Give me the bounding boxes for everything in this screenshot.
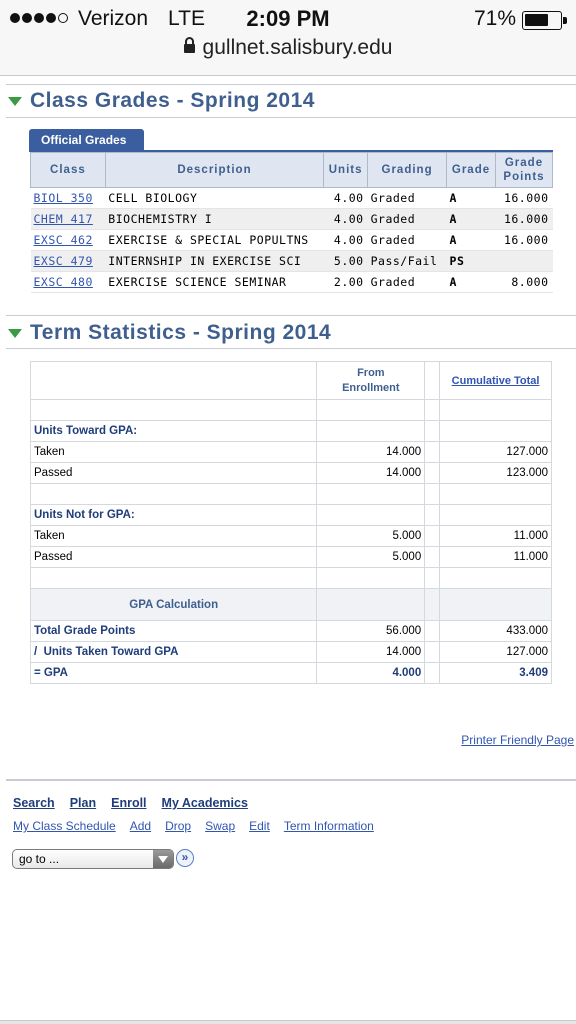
table-row: [31, 442, 552, 463]
class-grading: Graded: [368, 272, 447, 293]
table-row: [31, 230, 553, 251]
class-grade-points: 16.000: [495, 188, 552, 209]
passed-label: Passed: [31, 547, 317, 568]
term-statistics-header[interactable]: [8, 318, 331, 348]
table-row: [31, 642, 552, 663]
class-grade-points: 16.000: [495, 209, 552, 230]
units-toward-gpa-label: Units Toward GPA:: [31, 421, 317, 442]
value: 14.000: [317, 442, 425, 463]
chevron-down-icon[interactable]: [153, 850, 173, 868]
class-grade: A: [447, 209, 496, 230]
class-grading: Graded: [368, 188, 447, 209]
battery-icon: [522, 11, 562, 30]
class-grade: A: [447, 188, 496, 209]
taken-label: Taken: [31, 442, 317, 463]
nav-drop[interactable]: Drop: [165, 819, 192, 833]
table-row: [31, 526, 552, 547]
network-type: LTE: [168, 7, 205, 30]
table-row: [31, 463, 552, 484]
table-row: [31, 209, 553, 230]
class-grade: A: [447, 230, 496, 251]
value: 5.000: [317, 547, 425, 568]
value: 5.000: [317, 526, 425, 547]
col-header-class: Class: [31, 153, 106, 188]
value: 56.000: [317, 621, 425, 642]
value: 14.000: [317, 642, 425, 663]
class-units: 4.00: [324, 209, 368, 230]
passed-label: Passed: [31, 463, 317, 484]
class-link[interactable]: CHEM 417: [33, 212, 93, 226]
cumulative-total-link[interactable]: Cumulative Total: [451, 374, 540, 387]
battery-percent: 71%: [473, 7, 516, 30]
col-header-grade: Grade: [447, 153, 496, 188]
nav-enroll[interactable]: Enroll: [111, 796, 147, 810]
class-link[interactable]: BIOL 350: [33, 191, 93, 205]
taken-label: Taken: [31, 526, 317, 547]
goto-select[interactable]: [12, 849, 174, 869]
class-grades-header[interactable]: [8, 86, 315, 116]
col-header-units: Units: [324, 153, 368, 188]
class-grade-points: 8.000: [495, 272, 552, 293]
value: 127.000: [440, 442, 552, 463]
table-row: [31, 188, 553, 209]
nav-term-information[interactable]: Term Information: [283, 819, 374, 833]
class-units: 5.00: [324, 251, 368, 272]
class-grade: A: [447, 272, 496, 293]
table-row: [31, 251, 553, 272]
units-not-for-gpa-label: Units Not for GPA:: [31, 505, 317, 526]
collapse-triangle-icon[interactable]: [8, 97, 22, 106]
section-title: Term Statistics - Spring 2014: [30, 321, 332, 344]
tab-official-grades[interactable]: Official Grades: [29, 129, 144, 151]
table-row: [31, 663, 552, 684]
value: 433.000: [440, 621, 552, 642]
divider: [6, 117, 576, 118]
gpa-cumulative-value: 3.409: [440, 663, 552, 684]
class-link[interactable]: EXSC 480: [33, 275, 93, 289]
nav-swap[interactable]: Swap: [205, 819, 236, 833]
class-grading: Graded: [368, 209, 447, 230]
table-row: [31, 272, 553, 293]
col-header-description: Description: [105, 153, 323, 188]
col-header-grading: Grading: [368, 153, 447, 188]
class-description: BIOCHEMISTRY I: [105, 209, 323, 230]
total-grade-points-label: Total Grade Points: [31, 621, 317, 642]
class-link[interactable]: EXSC 462: [33, 233, 93, 247]
grades-table: [30, 152, 553, 293]
class-description: CELL BIOLOGY: [105, 188, 323, 209]
gpa-calculation-label: GPA Calculation: [31, 589, 317, 621]
secondary-nav: [13, 819, 374, 833]
value: 123.000: [440, 463, 552, 484]
col-header-grade-points-line1: Grade: [504, 157, 544, 169]
lock-icon: [184, 44, 195, 53]
class-description: EXERCISE SCIENCE SEMINAR: [105, 272, 323, 293]
address-bar[interactable]: [0, 36, 576, 64]
class-description: INTERNSHIP IN EXERCISE SCI: [105, 251, 323, 272]
nav-plan[interactable]: Plan: [69, 796, 97, 810]
gpa-term-value: 4.000: [317, 663, 425, 684]
nav-search[interactable]: Search: [13, 796, 55, 810]
nav-add[interactable]: Add: [129, 819, 152, 833]
class-grade-points: [495, 251, 552, 272]
section-title: Class Grades - Spring 2014: [30, 89, 315, 112]
col-header-from-line1: From: [357, 366, 385, 379]
table-row: [31, 547, 552, 568]
double-chevron-right-icon: »: [181, 850, 189, 864]
url-text: gullnet.salisbury.edu: [202, 36, 393, 59]
value: 127.000: [440, 642, 552, 663]
bottom-toolbar-edge: [0, 1020, 576, 1024]
gpa-label: = GPA: [31, 663, 317, 684]
units-taken-toward-gpa-label: / Units Taken Toward GPA: [31, 642, 317, 663]
divider: [6, 84, 576, 85]
class-units: 4.00: [324, 188, 368, 209]
class-grading: Pass/Fail: [368, 251, 447, 272]
go-button[interactable]: [176, 849, 194, 867]
collapse-triangle-icon[interactable]: [8, 329, 22, 338]
class-grade-points: 16.000: [495, 230, 552, 251]
class-description: EXERCISE & SPECIAL POPULTNS: [105, 230, 323, 251]
browser-status-bar: [0, 0, 576, 76]
nav-my-class-schedule[interactable]: My Class Schedule: [13, 819, 116, 833]
nav-edit[interactable]: Edit: [249, 819, 270, 833]
col-header-cumulative: [440, 362, 552, 400]
divider: [6, 348, 576, 349]
class-link[interactable]: EXSC 479: [33, 254, 93, 268]
class-grading: Graded: [368, 230, 447, 251]
col-header-from-line2: Enrollment: [342, 381, 400, 394]
col-header-from-enrollment: [317, 362, 425, 400]
status-time: 2:09 PM: [246, 6, 330, 31]
value: 14.000: [317, 463, 425, 484]
divider: [6, 315, 576, 316]
printer-friendly-link[interactable]: Printer Friendly Page: [461, 733, 574, 747]
table-row: [31, 621, 552, 642]
divider: [6, 779, 576, 781]
value: 11.000: [440, 547, 552, 568]
class-grade: PS: [447, 251, 496, 272]
col-header-grade-points: [495, 153, 552, 188]
term-statistics-table: [30, 361, 552, 684]
col-header-grade-points-line2: Points: [503, 171, 545, 183]
class-units: 4.00: [324, 230, 368, 251]
goto-selected-value: go to ...: [19, 852, 60, 866]
value: 11.000: [440, 526, 552, 547]
carrier-name: Verizon: [78, 7, 149, 30]
nav-my-academics[interactable]: My Academics: [161, 796, 248, 810]
primary-nav: [13, 796, 248, 810]
class-units: 2.00: [324, 272, 368, 293]
